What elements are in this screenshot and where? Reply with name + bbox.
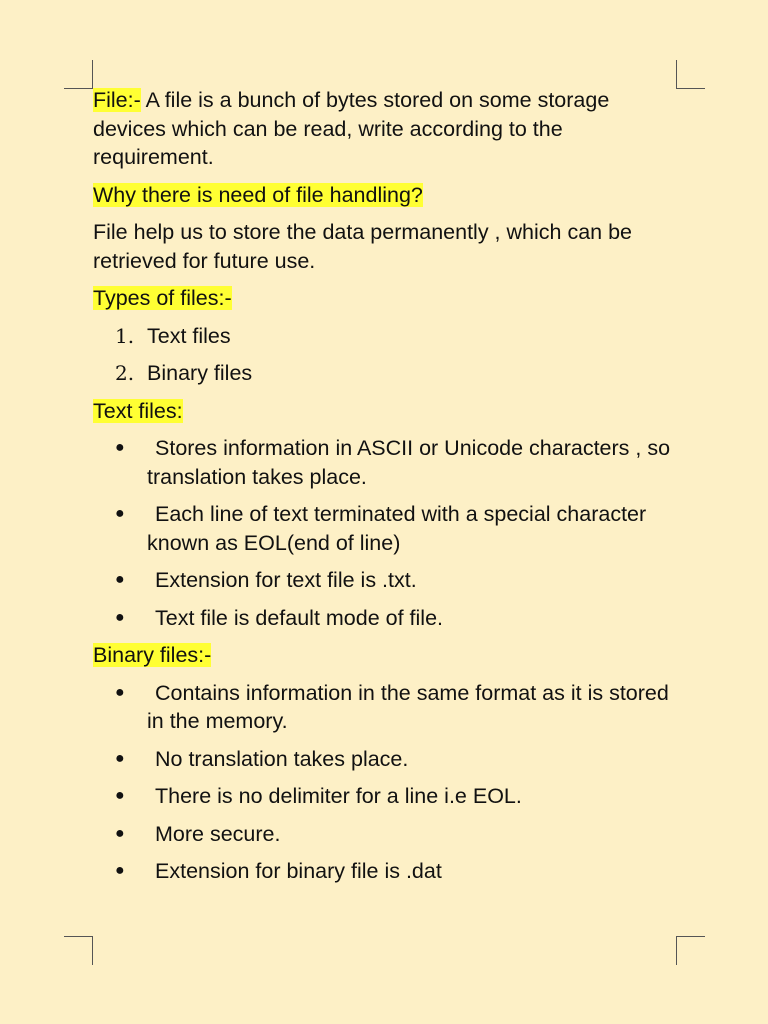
bullet-icon: ● xyxy=(115,505,125,522)
list-item xyxy=(93,500,678,557)
list-item xyxy=(93,820,678,849)
types-heading: Types of files:- xyxy=(93,286,232,310)
binary-files-list xyxy=(93,679,678,886)
list-item xyxy=(93,359,678,388)
crop-mark-bottom-right xyxy=(676,936,705,965)
need-heading: Why there is need of file handling? xyxy=(93,182,423,207)
text-files-heading-paragraph xyxy=(93,397,678,426)
list-item xyxy=(93,679,678,736)
file-definition-paragraph xyxy=(93,86,678,172)
crop-mark-top-left xyxy=(64,60,93,89)
need-text: File help us to store the data permanently , which can be retrieved for future use. xyxy=(93,220,633,273)
list-item-text: Extension for text file is .txt. xyxy=(155,568,417,592)
list-item xyxy=(93,434,678,491)
list-item-text: Extension for binary file is .dat xyxy=(155,859,442,883)
list-item-text: Text file is default mode of file. xyxy=(155,605,444,630)
bullet-icon: ● xyxy=(115,439,125,456)
binary-files-heading-paragraph xyxy=(93,641,678,670)
text-files-heading: Text files: xyxy=(93,398,183,423)
text-files-list xyxy=(93,434,678,632)
bullet-icon: ● xyxy=(115,571,125,588)
need-heading-paragraph xyxy=(93,181,678,210)
list-item xyxy=(93,782,678,811)
list-item-text: No translation takes place. xyxy=(155,746,409,771)
list-item xyxy=(93,322,678,351)
bullet-icon: ● xyxy=(115,683,125,701)
list-number: 1. xyxy=(115,323,135,348)
document-body xyxy=(93,86,678,895)
binary-files-heading: Binary files:- xyxy=(93,643,212,667)
bullet-icon: ● xyxy=(115,824,125,842)
file-definition-text: A file is a bunch of bytes stored on some storage devices which can be read, write according to the requirement. xyxy=(93,88,610,169)
list-item xyxy=(93,745,678,774)
crop-mark-top-right xyxy=(676,60,705,89)
list-number: 2. xyxy=(115,361,135,385)
list-item xyxy=(93,604,678,633)
types-list xyxy=(93,322,678,388)
list-item-text: Stores information in ASCII or Unicode characters , so translation takes place. xyxy=(147,436,671,489)
list-item-label: Text files xyxy=(147,323,231,348)
list-item-label: Binary files xyxy=(147,361,253,385)
bullet-icon: ● xyxy=(115,862,125,879)
list-item xyxy=(93,566,678,595)
crop-mark-bottom-left xyxy=(64,936,93,965)
list-item-text: Each line of text terminated with a special character known as EOL(end of line) xyxy=(147,502,647,555)
list-item-text: Contains information in the same format as it is stored in the memory. xyxy=(147,680,669,733)
bullet-icon: ● xyxy=(115,749,125,767)
file-label: File:- xyxy=(93,88,141,112)
list-item-text: More secure. xyxy=(155,821,281,846)
bullet-icon: ● xyxy=(115,787,125,804)
bullet-icon: ● xyxy=(115,608,125,626)
list-item-text: There is no delimiter for a line i.e EOL. xyxy=(155,784,522,808)
types-heading-paragraph xyxy=(93,284,678,313)
list-item xyxy=(93,857,678,886)
